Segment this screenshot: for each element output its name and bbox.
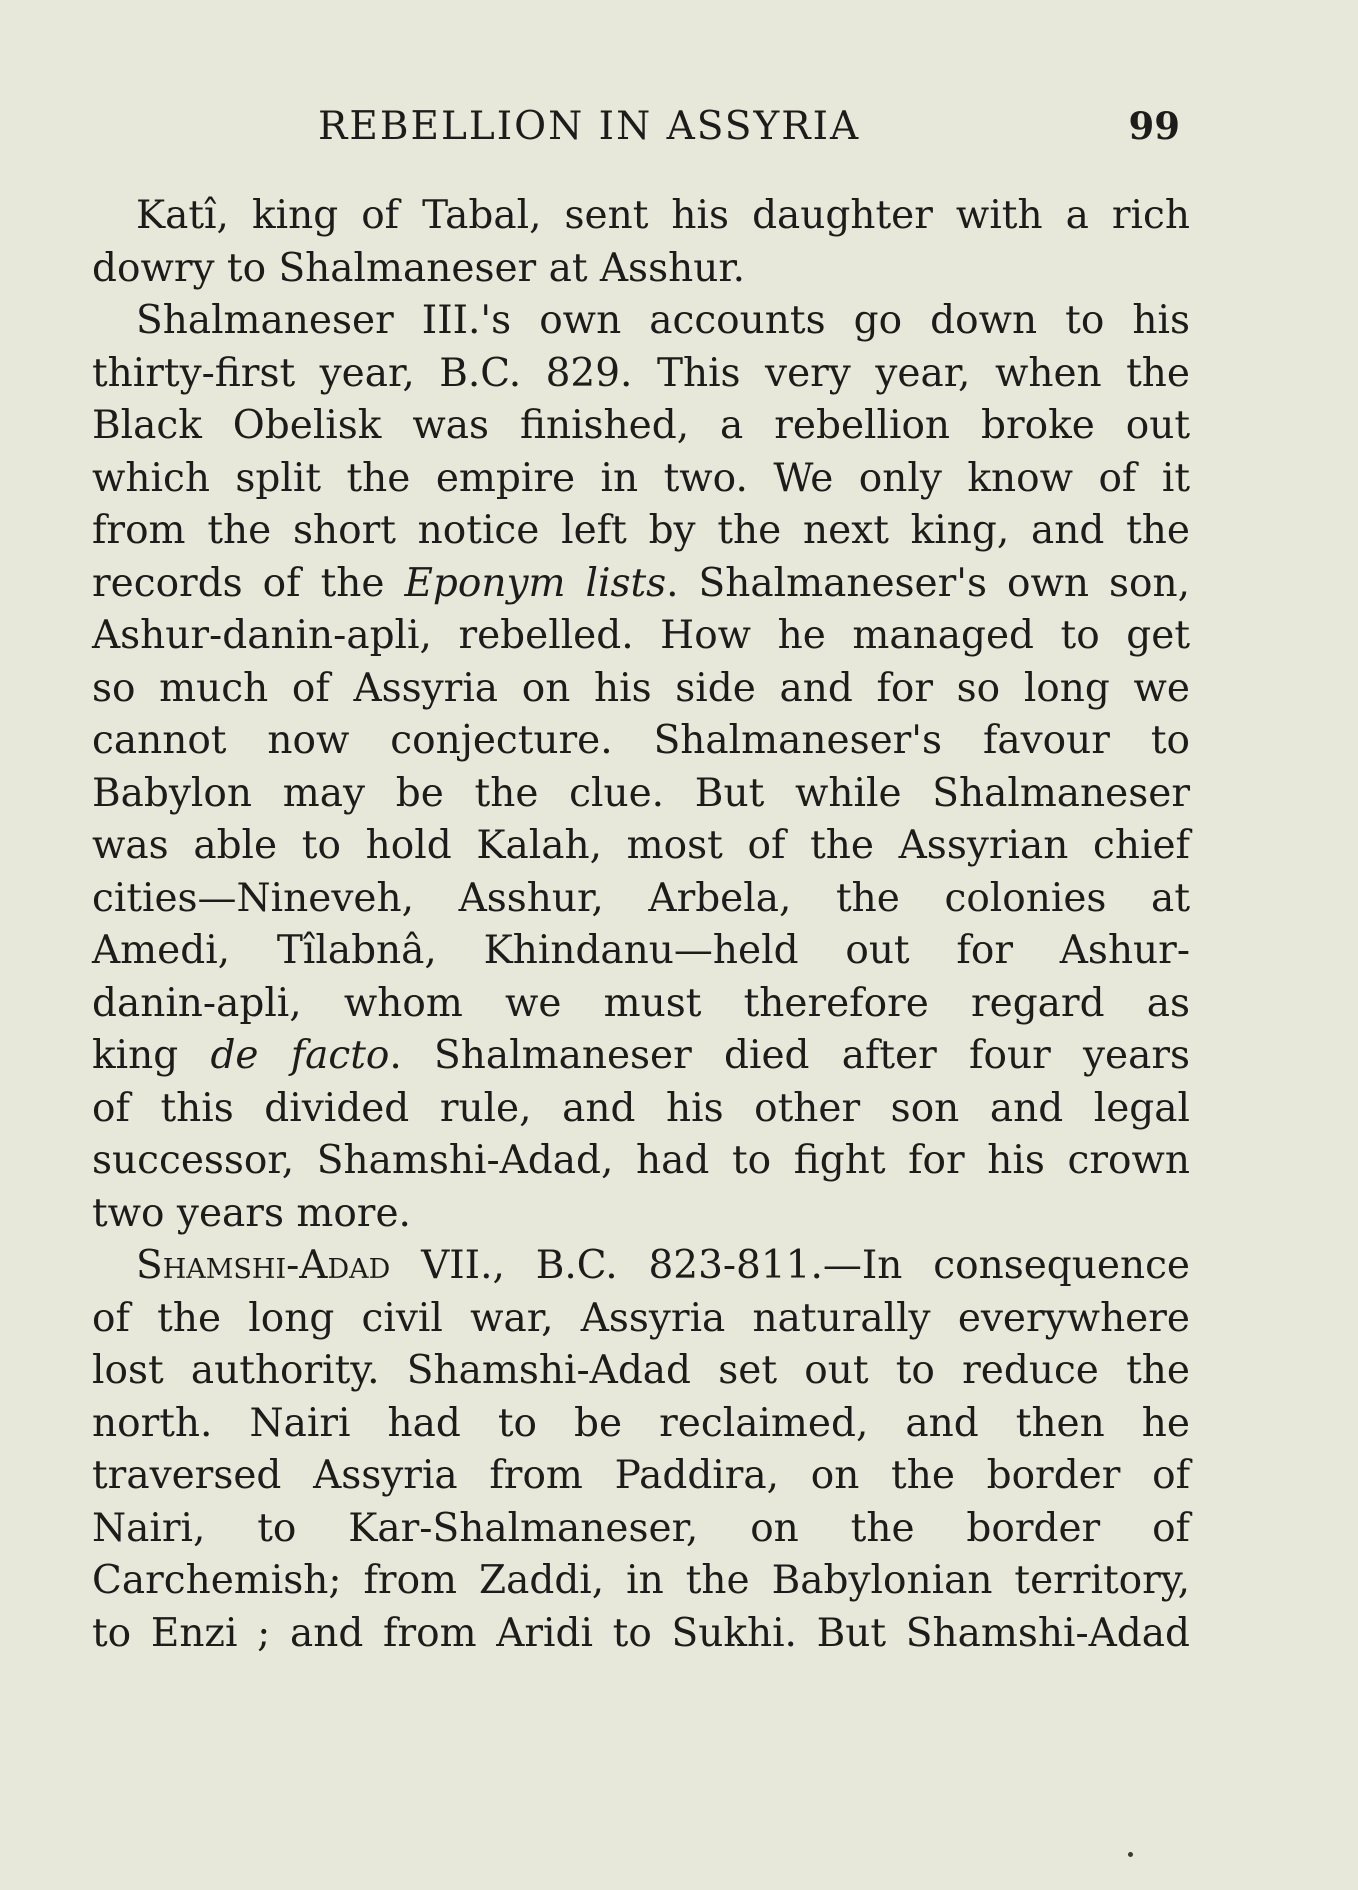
text-line: successor, Shamshi-Adad, had to fight for his crown: [92, 1138, 1190, 1183]
italic-term: de facto: [210, 1033, 390, 1078]
text-line: of the long civil war, Assyria naturally everywhere: [92, 1295, 1190, 1341]
text-line: cities—Nineveh, Asshur, Arbela, the colonies at: [92, 875, 1190, 921]
paragraph-3: [92, 1240, 1190, 1660]
text-line: north. Nairi had to be reclaimed, and then he: [92, 1400, 1190, 1446]
text-segment: . Shalmaneser died after four years: [389, 1033, 1190, 1078]
text-line: Amedi, Tîlabnâ, Khindanu—held out for Ashur-: [92, 928, 1190, 973]
text-line: Carchemish; from Zaddi, in the Babylonian territory,: [92, 1558, 1190, 1603]
text-line: Nairi, to Kar-Shalmaneser, on the border of: [92, 1505, 1190, 1551]
text-segment: records of the: [92, 560, 405, 606]
running-title: REBELLION IN ASSYRIA: [318, 104, 861, 149]
paragraph-1: [92, 190, 1190, 295]
text-line: lost authority. Shamshi-Adad set out to reduce the: [92, 1348, 1190, 1393]
page-number: 99: [1128, 104, 1180, 148]
text-line: thirty-first year, B.C. 829. This very year, when the: [92, 350, 1190, 396]
running-head: [88, 104, 1180, 154]
text-line: dowry to Shalmaneser at Asshur.: [92, 245, 746, 291]
text-line: so much of Assyria on his side and for so long we: [92, 665, 1190, 711]
text-line: to Enzi ; and from Aridi to Sukhi. But Shamshi-Adad: [92, 1610, 1190, 1656]
text-line: Shalmaneser III.'s own accounts go down to his: [136, 298, 1190, 343]
text-line: Babylon may be the clue. But while Shalmaneser: [92, 770, 1190, 816]
text-line: Ashur-danin-apli, rebelled. How he managed to get: [92, 613, 1190, 658]
text-line: cannot now conjecture. Shalmaneser's favour to: [92, 718, 1190, 763]
paper-speck: [1128, 1852, 1133, 1857]
text-segment: . Shalmaneser's own son,: [666, 560, 1190, 606]
section-heading: Shamshi-Adad: [136, 1243, 391, 1288]
text-line: [92, 1030, 1190, 1083]
text-line: Black Obelisk was finished, a rebellion broke out: [92, 403, 1190, 448]
italic-term: Eponym lists: [404, 560, 667, 606]
text-line: two years more.: [92, 1190, 411, 1236]
text-line: [92, 558, 1190, 611]
text-line: was able to hold Kalah, most of the Assyrian chief: [92, 823, 1190, 868]
text-line: from the short notice left by the next king, and the: [92, 508, 1190, 553]
text-line: [92, 1240, 1190, 1293]
text-line: danin-apli, whom we must therefore regard as: [92, 980, 1190, 1026]
body-text: [92, 190, 1190, 1660]
text-segment: VII., B.C. 823-811.—In consequence: [390, 1243, 1190, 1288]
text-line: which split the empire in two. We only know of it: [92, 455, 1190, 501]
paragraph-2: [92, 295, 1190, 1240]
text-line: Katî, king of Tabal, sent his daughter with a rich: [136, 193, 1190, 238]
text-line: of this divided rule, and his other son and legal: [92, 1085, 1190, 1131]
text-line: traversed Assyria from Paddira, on the border of: [92, 1453, 1190, 1498]
text-segment: king: [92, 1033, 211, 1078]
